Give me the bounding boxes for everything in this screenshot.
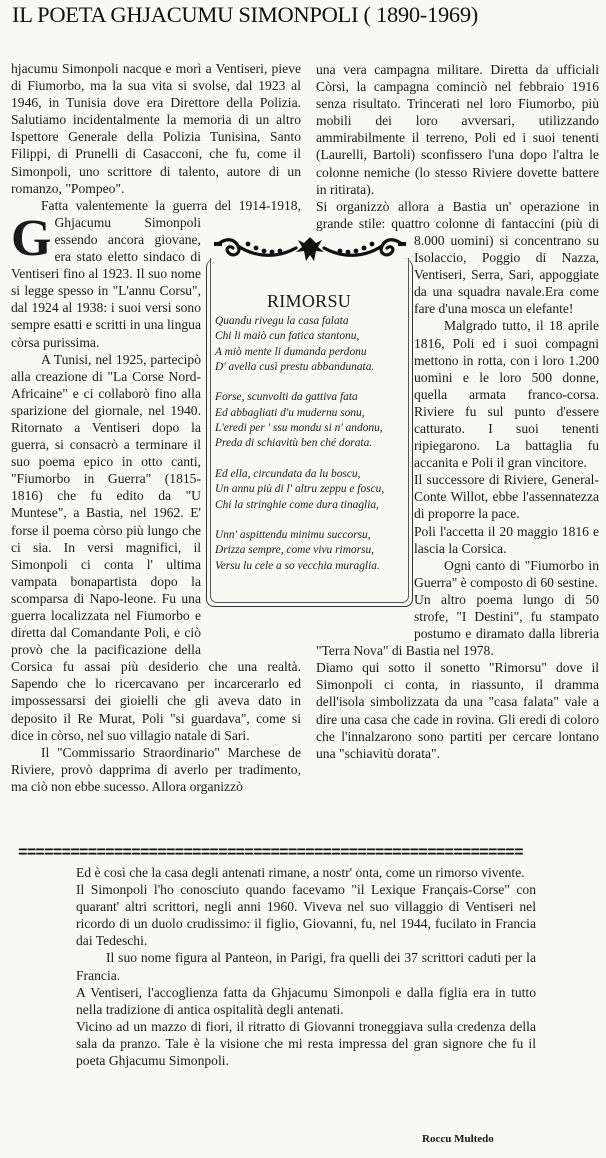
paragraph: A Ventiseri, l'accoglienza fatta da Ghjacumu Simonpoli e dalla figlia era in tutto nella tradizione di antica ospitalità degli antenati. xyxy=(76,984,536,1017)
paragraph-start: A Tunisi, nel 1925, partecipò alla creazione di "La Corse Nord-Africaine" e ci collaborò fino alla sparizione del giornale, nel 1940. Ritornato a Ventiseri dopo la guerra, si consacrò a terminare il suo poema epico in otto canti, "Fiumorbo in Guerra" (1815-1816) che fu edito da "U Muntese", a Bastia, nel 1962. E' forse il poema còrso più lungo che ci sia. In versi magnifici, il Simonpoli ci conta l' ultima vampata bonapartista dopo la scomparsa di Napo- xyxy=(11,351,201,606)
paragraph-start: Fatta valentemente la guerra del 1914-1918, xyxy=(41,197,301,213)
paragraph: Il Simonpoli l'ho conosciuto quando facevamo "il Lexique Français-Corse" con quarant' altri scrittori, negli anni 1960. Viveva nel suo villaggio di Ventiseri nel ricordo di un duolo crudissimo: il figlio, Giovanni, fu, nel 1944, fucilato in Francia dai Tedeschi. xyxy=(76,882,536,949)
paragraph: Malgrado tutto, il 18 aprile 1816, Poli ed i suoi compagni mettono in rotta, con i loro 1.200 uomini e le loro 500 donne, quella armata franco-corsa. Riviere fu sul punto d'essere catturato. I suoi tenenti ripiegarono. La battaglia fu accanita e Poli il gran vincitore. xyxy=(414,318,599,471)
poem-line: Chi li maiò cun fatica stantonu, xyxy=(215,330,360,343)
poem-stanza xyxy=(215,314,407,375)
poem-stanza xyxy=(215,528,407,574)
paragraph-rest: grande stile: quattro colonne di fantaccini (più di 8.000 uomini) si concentrano su Isolaccio, Poggio di Nazza, Ventiseri, Serra, Sari, appoggiate da una squadra navale.Era come fare d'una mosca un elefante! xyxy=(316,215,599,317)
poem-body xyxy=(215,314,407,589)
paragraph-start: Si organizzò allora a Bastia un' operazione in xyxy=(316,198,599,214)
poem-line: Ed ella, circundata da lu boscu, xyxy=(215,467,361,480)
paragraph: Ed è così che la casa degli antenati rimane, a nostr' onta, come un rimorso vivente. xyxy=(76,865,525,880)
poem-line: Versu lu cele a so vecchia muraglia. xyxy=(215,559,380,572)
paragraph-rest: Ghjacumu Simonpoli essendo ancora giovane, era stato eletto sindaco di Ventiseri fino al 1923. Il suo nome si legge spesso in "L'annu Corsu", dal 1924 al 1938: i suoi versi sono sempre esatti e scritti in una lingua còrsa purissima. xyxy=(11,214,201,350)
poem-line: Forse, scunvolti da gattiva fata xyxy=(215,391,358,404)
poem-line: A miò mente li dumanda perdonu xyxy=(215,345,367,358)
paragraph: Un altro poema lungo di 50 strofe, "I Destini", fu stampato postumo e diramato dalla libreria "Terra Nova" di Bastia nel 1978. xyxy=(316,591,599,659)
drop-cap: G xyxy=(11,210,52,267)
closing-section xyxy=(76,864,536,1069)
poem-line: L'eredi per ' ssu mondu si n' andonu, xyxy=(215,422,383,435)
paragraph: Il successore di Riviere, General-Conte Willot, ebbe l'assennatezza di proporre la pace. xyxy=(414,472,599,522)
separator-line: ========================================================== xyxy=(18,846,523,860)
poem-stanza xyxy=(215,390,407,451)
paragraph: Ogni canto di "Fiumorbo in Guerra" è composto di 60 sestine. xyxy=(414,557,599,590)
author-signature: Roccu Multedo xyxy=(422,1133,494,1145)
paragraph: Poli l'accetta il 20 maggio 1816 e lascia la Corsica. xyxy=(414,523,599,556)
paragraph: una vera campagna militare. Diretta da ufficiali Còrsi, la campagna cominciò nel febbraio 1916 senza risultato. Trincerati nel loro Fiumorbo, più mobili dei loro avversari, utilizzando ammirabilmente il terreno, Poli ed i suoi tenenti (Laurelli, Bartoli) sconfissero l'una dopo l'altra le colonne nemiche (lo stesso Riviere dovette battere in ritirata). xyxy=(316,62,599,197)
poem-line: Preda di schiavitù ben ché dorata. xyxy=(215,437,373,450)
paragraph: Vicino ad un mazzo di fiori, il ritratto di Giovanni troneggiava sulla credenza della sala da pranzo. Tale è la visione che mi resta impressa del gran signore che fu il poeta Ghjacumu Simonpoli. xyxy=(76,1018,536,1069)
poem-stanza xyxy=(215,467,407,513)
article-title: IL POETA GHJACUMU SIMONPOLI ( 1890-1969) xyxy=(12,2,478,27)
paragraph-rest: leone. Fu una guerra localizzata nel Fiumorbo e diretta dal Comandante Poli, e ciò provò che la pacificazione della Corsica fu assai più desiderio che una realtà. Sapendo che lo ricercavano per incarcerarlo ed impossessarsi dei gioielli che gli aveva dato in deposito il Re Murat, Poli "si guardava", come si dice in còrso, nel suo villagio natale di Sari. xyxy=(11,590,301,743)
poem-line: Quandu rivegu la casa falata xyxy=(215,315,349,327)
paragraph: Il "Commissario Straordinario" Marchese de Riviere, provò dapprima di averlo per tradimento, ma ciò non ebbe sucesso. Allora organizzò xyxy=(11,744,301,794)
poem-line: Chi la stringhie come dura tinaglia, xyxy=(215,498,379,511)
poem-title: RIMORSU xyxy=(266,291,352,311)
poem-line: Ed abbagliati d'u mudernu sonu, xyxy=(215,406,365,419)
paragraph: Diamo qui sotto il sonetto "Rimorsu" dove il Simonpoli ci conta, in riassunto, il dramma dell'isola simbolizzata da una "casa falata" vale a dire una casa che cade in rovina. Gli eredi di coloro che l'innalzarono sono partiti per cercare lontano una "schiavitù dorata". xyxy=(316,660,599,761)
poem-line: Un annu più di l' altru zeppu e foscu, xyxy=(215,483,385,496)
intro-text: hjacumu Simonpoli nacque e morì a Ventiseri, pieve di Fiumorbo, ma la sua vita si svolse, dal 1923 al 1946, in Tunisia dove era Direttore della Polizia. Salutiamo incidentalmente la memoria di un altro Ispettore Generale della Polizia Tunisina, Santo Filippi, di Prunelli di Casacconi, che fu, come il Simonpoli, uno scrittore di talento, autore di un romanzo, "Pompeo". xyxy=(11,61,301,196)
poem-line: Drizza sempre, come vivu rimorsu, xyxy=(215,544,375,557)
poem-line: D' avella cusì prestu abbandunata. xyxy=(215,360,375,373)
paragraph: Il suo nome figura al Panteon, in Parigi, fra quelli dei 37 scrittori caduti per la Francia. xyxy=(76,950,536,983)
poem-line: Unn' aspittendu minimu succorsu, xyxy=(215,529,371,542)
